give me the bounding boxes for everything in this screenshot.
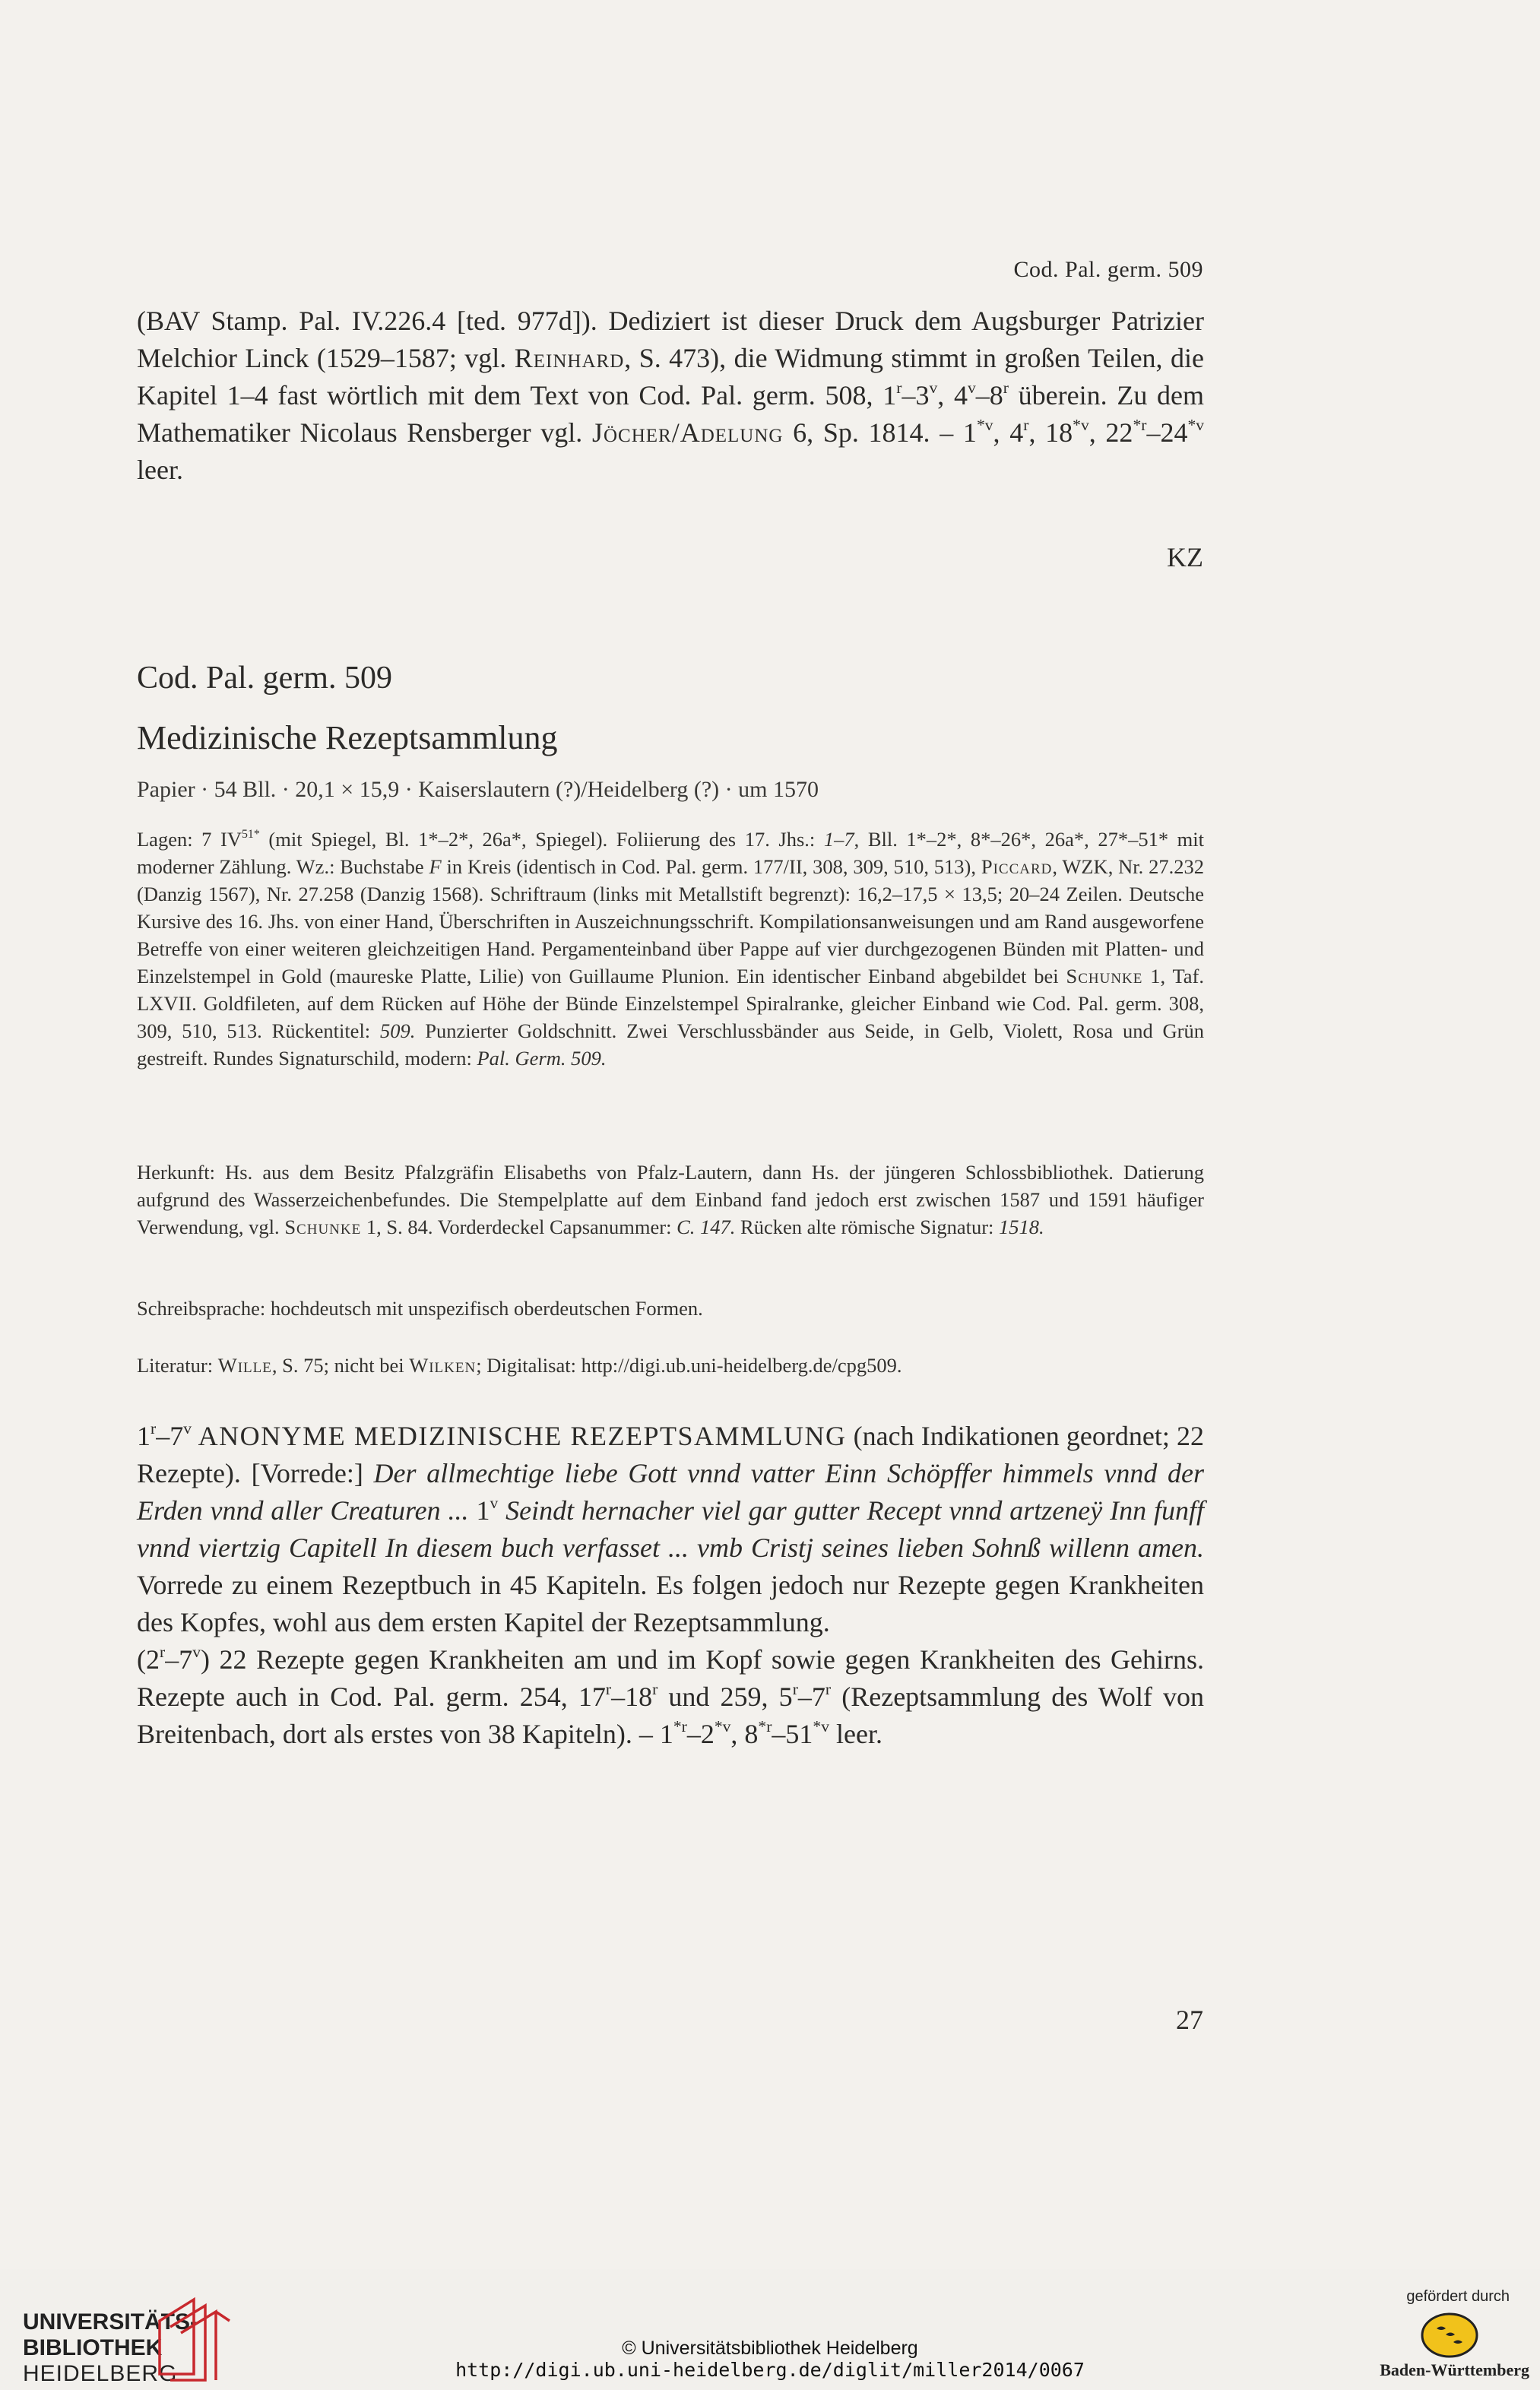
permalink-url[interactable]: http://digi.ub.uni-heidelberg.de/diglit/miller2014/0067 [455, 2359, 1085, 2381]
library-logo-text[interactable]: UNIVERSITÄTS- BIBLIOTHEK HEIDELBERG [23, 2309, 198, 2386]
codex-shelfmark: Cod. Pal. germ. 509 [137, 661, 392, 696]
running-head: Cod. Pal. germ. 509 [1013, 257, 1203, 282]
author-initials: KZ [1167, 542, 1203, 572]
literatur-paragraph: Literatur: Wille, S. 75; nicht bei Wilken; Digitalisat: http://digi.ub.uni-heidelberg.de/cpg509. [137, 1354, 902, 1377]
codex-title: Medizinische Rezeptsammlung [137, 719, 558, 756]
copyright-notice: © Universitätsbibliothek Heidelberg [622, 2338, 918, 2359]
schreibsprache-paragraph: Schreibsprache: hochdeutsch mit unspezifisch oberdeutschen Formen. [137, 1297, 703, 1320]
baden-wuerttemberg-coat-of-arms-icon [1420, 2312, 1479, 2359]
footer-bar [0, 2269, 1540, 2390]
baden-wuerttemberg-label: Baden-Württemberg [1380, 2360, 1529, 2379]
continuation-paragraph: (BAV Stamp. Pal. IV.226.4 [ted. 977d]). Dediziert ist dieser Druck dem Augsburger Patrizier Melchior Linck (1529–1587; vgl. Reinhard, S. 473), die Widmung stimmt in großen Teilen, die Kapitel 1–4 fast wörtlich mit dem Text von Cod. Pal. germ. 508, 1$^r$–3$^v$, 4$^v$–8$^r$ überein. Zu dem Mathematiker Nicolaus Rensberger vgl. Jöcher/Adelung 6, Sp. 1814. – 1$^{*v}$, 4$^r$, 18$^{*v}$, 22$^{*r}$–24$^{*v}$ leer. [137, 306, 1205, 485]
herkunft-paragraph: Herkunft: Hs. aus dem Besitz Pfalzgräfin Elisabeths von Pfalz-Lautern, dann Hs. der jüngeren Schlossbibliothek. Datierung aufgrund des Wasserzeichenbefundes. Die Stempelplatte auf dem Einband fand jedoch erst zwischen 1587 und 1591 häufiger Verwendung, vgl. Schunke 1, S. 84. Vorderdeckel Capsanummer: C. 147. Rücken alte römische Signatur: 1518. [137, 1161, 1204, 1238]
page-number: 27 [1176, 2005, 1203, 2035]
lagen-paragraph: Lagen: 7 $IV^{51*}$ (mit Spiegel, Bl. 1*–2*, 26a*, Spiegel). Foliierung des 17. Jhs.: 1–7, Bll. 1*–2*, 8*–26*, 26a*, 27*–51* mit moderner Zählung. Wz.: Buchstabe F in Kreis (identisch in Cod. Pal. germ. 177/II, 308, 309, 510, 513), Piccard, WZK, Nr. 27.232 (Danzig 1567), Nr. 27.258 (Danzig 1568). Schriftraum (links mit Metallstift begrenzt): 16,2–17,5 × 13,5; 20–24 Zeilen. Deutsche Kursive des 16. Jhs. von einer Hand, Überschriften in Auszeichnungsschrift. Kompilationsanweisungen und am Rand ausgeworfene Betreffe von einer weiteren gleichzeitigen Hand. Pergamenteinband über Pappe auf vier durchgezogenen Bünden mit Platten- und Einzelstempel in Gold (maureske Platte, Lilie) von Guillaume Plunion. Ein identischer Einband abgebildet bei Schunke 1, Taf. LXVII. Goldfileten, auf dem Rücken auf Höhe der Bünde Einzelstempel Spiralranke, gleicher Einband wie Cod. Pal. germ. 308, 309, 510, 513. Rückentitel: 509. Punzierter Goldschnitt. Zwei Verschlussbänder aus Seide, in Gelb, Violett, Rosa und Grün gestreift. Rundes Signaturschild, modern: Pal. Germ. 509. [137, 827, 1205, 1070]
codex-meta: Papier · 54 Bll. · 20,1 × 15,9 · Kaiserslautern (?)/Heidelberg (?) · um 1570 [137, 777, 819, 802]
funding-label: gefördert durch [1406, 2288, 1510, 2305]
section-rezeptsammlung: 1$^r$–7$^v$ ANONYME MEDIZINISCHE REZEPTSAMMLUNG (nach Indikationen geordnet; 22 Rezepte). [Vorrede:] Der allmechtige liebe Gott vnnd vatter Einn Schöpffer himmels vnnd der Erden vnnd aller Creaturen ... 1$^v$ Seindt hernacher viel gar gutter Recept vnnd artzeneÿ Inn funff vnnd viertzig Capitell In diesem buch verfasset ... vmb Cristj seines lieben Sohnß willenn amen. Vorrede zu einem Rezeptbuch in 45 Kapiteln. Es folgen jedoch nur Rezepte gegen Krankheiten des Kopfes, wohl aus dem ersten Kapitel der Rezeptsammlung. (2$^r$–7$^v$) 22 Rezepte gegen Krankheiten am und im Kopf sowie gegen Krankheiten des Gehirns. Rezepte auch in Cod. Pal. germ. 254, 17$^r$–18$^r$ und 259, 5$^r$–7$^r$ (Rezeptsammlung des Wolf von Breitenbach, dort als erstes von 38 Kapiteln). – 1$^{*r}$–2$^{*v}$, 8$^{*r}$–51$^{*v}$ leer. [137, 1418, 1205, 1749]
